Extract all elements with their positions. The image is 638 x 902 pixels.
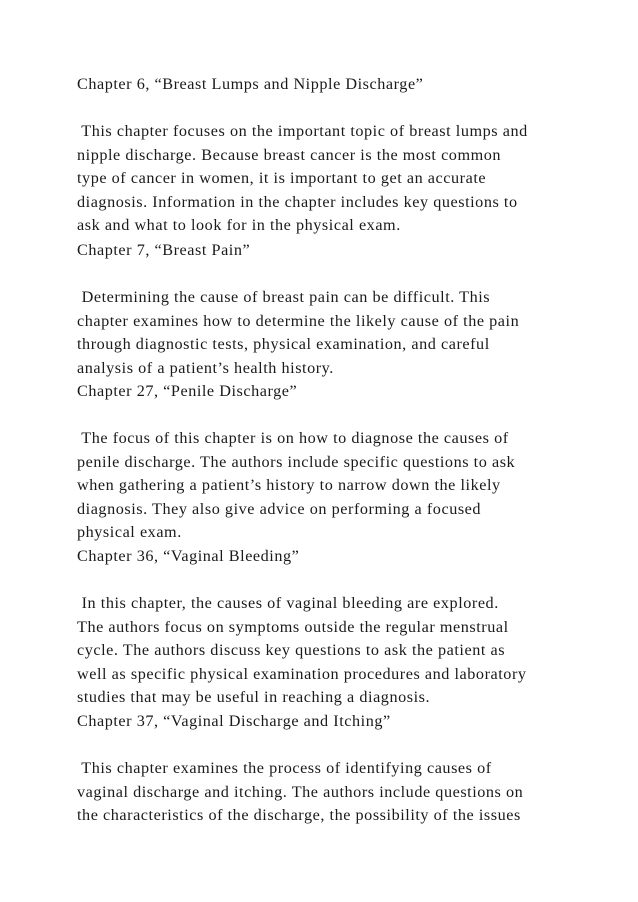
chapter-27-summary: The focus of this chapter is on how to diagnose the causes of penile discharge. The authors include specific questions to ask when gathering a patient’s history to narrow down the likely diagnosis. They also give advice on performing a focused physical exam. [77, 429, 516, 542]
chapter-36-summary: In this chapter, the causes of vaginal bleeding are explored. The authors focus on symptoms outside the regular menstrual cycle. The authors discuss key questions to ask the patient as well as specific physical examination procedures and laboratory studies that may be useful in reaching a diagnosis. [77, 594, 527, 707]
chapter-37-heading: Chapter 37, “Vaginal Discharge and Itching” [77, 712, 391, 730]
chapter-37-summary: This chapter examines the process of identifying causes of vaginal discharge and itching. The authors include questions on the characteristics of the discharge, the possibility of the issues [77, 759, 524, 825]
chapter-27-heading: Chapter 27, “Penile Discharge” [77, 382, 298, 400]
chapter-7-heading: Chapter 7, “Breast Pain” [77, 241, 251, 259]
chapter-7-summary: Determining the cause of breast pain can be difficult. This chapter examines how to determine the likely cause of the pain through diagnostic tests, physical examination, and careful analysis of a patient’s health history. [77, 288, 520, 377]
chapter-36-heading: Chapter 36, “Vaginal Bleeding” [77, 547, 300, 565]
chapter-6-summary: This chapter focuses on the important topic of breast lumps and nipple discharge. Because breast cancer is the most common type of cancer in women, it is important to get an accurate diagnosis. Information in the chapter includes key questions to ask and what to look for in the physical exam. [77, 122, 528, 235]
chapter-6-heading: Chapter 6, “Breast Lumps and Nipple Discharge” [77, 75, 424, 93]
